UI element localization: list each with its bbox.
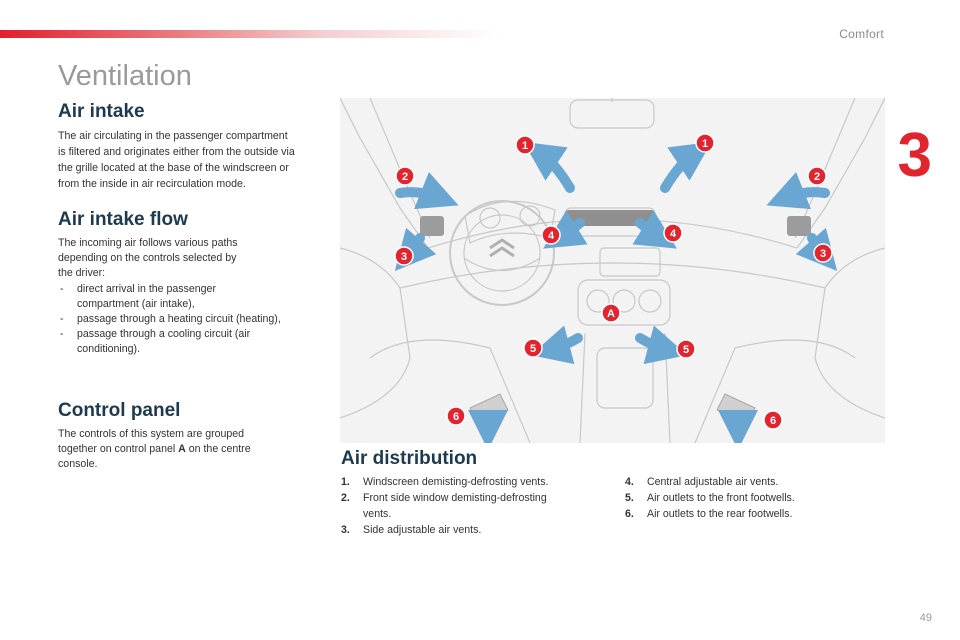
svg-text:5: 5 <box>529 343 537 355</box>
dashboard-illustration <box>340 98 885 443</box>
diagram-badges <box>395 134 832 429</box>
badge-3-right <box>814 244 832 262</box>
air-distribution-heading: Air distribution <box>341 448 478 469</box>
badge-6-left <box>447 407 465 425</box>
control-panel-heading: Control panel <box>58 400 181 421</box>
badge-6-right <box>764 411 782 429</box>
svg-text:5: 5 <box>682 344 690 356</box>
svg-text:6: 6 <box>452 411 460 423</box>
ventilation-diagram <box>340 98 885 443</box>
badge-2-left <box>396 167 414 185</box>
header-color-bar <box>0 30 500 38</box>
badge-1-right <box>696 134 714 152</box>
air-intake-flow-text: The incoming air follows various paths depending on the controls selected by the driver: <box>58 237 238 279</box>
svg-text:2: 2 <box>401 171 409 183</box>
svg-text:6: 6 <box>769 415 777 427</box>
badge-4-right <box>664 224 682 242</box>
badge-4-left <box>542 226 560 244</box>
badge-5-right <box>677 340 695 358</box>
svg-text:2: 2 <box>813 171 821 183</box>
air-intake-heading: Air intake <box>58 101 145 122</box>
page-number: 49 <box>919 612 932 624</box>
air-distribution-list-right <box>625 474 885 522</box>
list-item: 6. Air outlets to the rear footwells. <box>625 508 793 520</box>
svg-text:4: 4 <box>669 228 677 240</box>
svg-text:1: 1 <box>521 140 529 152</box>
list-item: 3. Side adjustable air vents. <box>341 524 482 536</box>
panel-letter: A <box>178 443 186 455</box>
list-item: - direct arrival in the passenger compartment (air intake), <box>58 282 326 312</box>
air-intake-text: The air circulating in the passenger compartment is filtered and originates either from the outside via the grille located at the base of the windscreen or from the inside in air recirculation mode. <box>58 130 295 190</box>
svg-text:1: 1 <box>701 138 709 150</box>
svg-text:4: 4 <box>547 230 555 242</box>
list-item: 1. Windscreen demisting-defrosting vents. <box>341 476 549 488</box>
control-panel-text: The controls of this system are grouped together on control panel A on the centre console. <box>58 428 251 470</box>
badge-3-left <box>395 247 413 265</box>
list-item: 5. Air outlets to the front footwells. <box>625 492 795 504</box>
list-item: - passage through a cooling circuit (air conditioning). <box>58 327 326 357</box>
list-item: 2. Front side window demisting-defrosting vents. <box>341 492 547 520</box>
badge-A <box>602 304 620 322</box>
section-label: Comfort <box>839 27 884 41</box>
list-item: - passage through a heating circuit (heating), <box>58 312 326 327</box>
badge-5-left <box>524 339 542 357</box>
svg-text:3: 3 <box>400 251 408 263</box>
badge-2-right <box>808 167 826 185</box>
air-intake-flow-heading: Air intake flow <box>58 209 188 230</box>
page-title: Ventilation <box>58 60 192 92</box>
list-item: 4. Central adjustable air vents. <box>625 476 779 488</box>
svg-text:3: 3 <box>819 248 827 260</box>
air-distribution-list-left <box>341 474 591 538</box>
badge-1-left <box>516 136 534 154</box>
chapter-number: 3 <box>897 121 932 190</box>
svg-text:A: A <box>607 308 615 320</box>
air-intake-flow-list <box>58 282 326 357</box>
